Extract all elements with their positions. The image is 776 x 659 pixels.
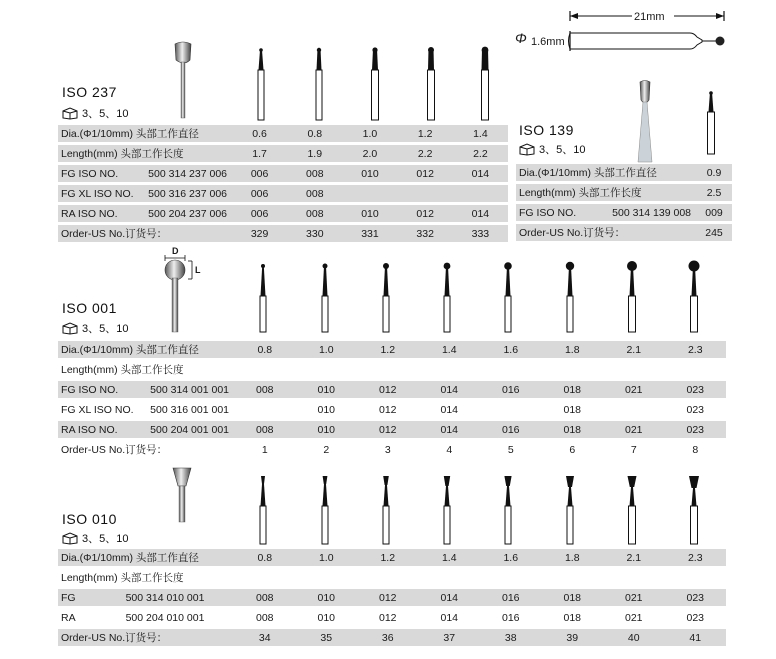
cell: 2.3 [665,549,727,566]
row-label: Length(mm) 头部工作长度 [58,361,234,378]
row-label: Order-US No.订货号： [58,225,232,242]
cell: 5 [480,441,542,458]
cell: 1.7 [232,145,287,162]
cell: 329 [232,225,287,242]
bur-icon [383,476,389,544]
iso237-pack-sizes [62,105,128,121]
cell: 012 [357,609,419,626]
cell: 018 [542,381,604,398]
cell: 8 [665,441,727,458]
pack-sizes-text: 3、5、10 [82,533,129,545]
cell: 014 [419,401,481,418]
cell: 330 [287,225,342,242]
row-label-text: RA [61,611,76,624]
table-row [516,184,732,201]
pack-sizes-text: 3、5、10 [82,323,129,335]
cell [603,401,665,418]
table-row [58,205,508,222]
cell: 012 [357,589,419,606]
bur-icon [444,263,451,332]
cell: 2.1 [603,549,665,566]
cell: 0.9 [696,164,732,181]
cell: 41 [665,629,727,646]
cell: 023 [665,421,727,438]
cell: 0.8 [234,549,296,566]
row-code: 500 314 237 006 [148,167,227,180]
cell: 018 [542,401,604,418]
cell: 008 [234,421,296,438]
iso237-bur-drawings [234,44,514,122]
diameter-symbol: Φ [515,30,527,46]
iso010-bur-photo [166,466,198,524]
table-row [58,401,726,418]
cell: 023 [665,589,727,606]
cell: 010 [296,421,358,438]
bur-icon [383,263,389,332]
row-label: Length(mm) 头部工作长度 [58,569,234,586]
cell: 010 [296,381,358,398]
iso001-pack-sizes [62,320,128,336]
table-row [58,609,726,626]
cell [398,185,453,202]
cell: 2.1 [603,341,665,358]
row-label-text: FG [61,591,76,604]
cell: 37 [419,629,481,646]
cell: 3 [357,441,419,458]
row-label: Dia.(Φ1/10mm) 头部工作直径 [516,164,696,181]
cell [665,361,727,378]
row-label [58,165,232,182]
cell: 012 [398,165,453,182]
table-row [58,165,508,182]
row-code: 500 316 237 006 [148,187,227,200]
l-label: L [195,265,201,275]
row-label-text: FG ISO NO. [519,206,577,219]
cell: 021 [603,609,665,626]
bur-icon [627,261,637,332]
cell: 023 [665,381,727,398]
row-label: Order-US No.订货号： [58,629,234,646]
cell: 016 [480,421,542,438]
cell [357,569,419,586]
cell: 0.8 [287,125,342,142]
cell: 014 [419,589,481,606]
cell: 012 [398,205,453,222]
cell: 008 [234,589,296,606]
cell: 2.5 [696,184,732,201]
bur-icon [316,48,322,120]
cell [542,361,604,378]
cell: 018 [542,421,604,438]
cell: 1.8 [542,341,604,358]
cell: 008 [287,165,342,182]
bur-icon [258,48,264,120]
pack-sizes-text: 3、5、10 [539,144,586,156]
table-row [58,569,726,586]
bur-icon [482,47,489,120]
iso139-title: ISO 139 [519,122,574,138]
cell [480,569,542,586]
row-label-text: FG ISO NO. [61,167,119,180]
cell: 014 [419,609,481,626]
row-label [516,204,696,221]
cell: 014 [419,421,481,438]
cell [419,361,481,378]
cell: 023 [665,401,727,418]
diameter-label: 1.6mm [531,36,565,48]
row-code: 500 314 010 001 [125,591,205,604]
iso010-spec-table [58,546,726,649]
cell: 010 [296,589,358,606]
row-code: 500 314 001 001 [150,383,229,396]
bur-icon [260,476,266,544]
iso237-bur-photo [168,40,198,120]
cell: 1.2 [357,341,419,358]
d-label: D [172,246,179,256]
cell: 012 [357,421,419,438]
cell: 1 [234,441,296,458]
iso139-pack-sizes [519,141,585,157]
cell: 1.9 [287,145,342,162]
cell: 1.4 [419,549,481,566]
cell: 2.2 [453,145,508,162]
cell: 010 [342,165,397,182]
cell: 1.0 [342,125,397,142]
table-row [58,629,726,646]
iso001-title: ISO 001 [62,300,117,316]
cell: 014 [453,205,508,222]
cell: 016 [480,609,542,626]
bur-icon [566,262,574,332]
cell: 021 [603,421,665,438]
cell: 006 [232,185,287,202]
row-label-text: RA ISO NO. [61,207,118,220]
bur-icon [428,47,435,120]
bur-icon [444,476,450,544]
iso139-bur-photo [630,78,660,164]
package-icon [62,107,78,120]
cell: 2.2 [398,145,453,162]
table-row [58,421,726,438]
cell: 014 [453,165,508,182]
cell: 331 [342,225,397,242]
cell [603,361,665,378]
cell: 0.6 [232,125,287,142]
bur-icon [322,264,328,333]
row-label: Length(mm) 头部工作长度 [58,145,232,162]
table-row [58,549,726,566]
row-label: Dia.(Φ1/10mm) 头部工作直径 [58,125,232,142]
cell: 333 [453,225,508,242]
cell: 023 [665,609,727,626]
cell: 0.8 [234,341,296,358]
cell: 40 [603,629,665,646]
package-icon [519,143,535,156]
iso001-bur-drawings [234,256,724,336]
table-row [58,589,726,606]
table-row [58,381,726,398]
package-icon [62,322,78,335]
package-icon [62,532,78,545]
cell: 1.6 [480,549,542,566]
row-label [58,401,234,418]
cell: 4 [419,441,481,458]
cell: 021 [603,589,665,606]
table-row [58,441,726,458]
iso001-spec-table [58,338,726,461]
bur-icon [504,262,512,332]
row-code: 500 204 010 001 [125,611,205,624]
table-row [58,361,726,378]
cell: 1.0 [296,341,358,358]
row-label: Dia.(Φ1/10mm) 头部工作直径 [58,341,234,358]
cell: 2.0 [342,145,397,162]
cell: 332 [398,225,453,242]
cell: 36 [357,629,419,646]
cell: 010 [342,205,397,222]
table-row [516,204,732,221]
cell: 2 [296,441,358,458]
cell [342,185,397,202]
cell: 018 [542,609,604,626]
cell: 1.4 [453,125,508,142]
cell [234,401,296,418]
cell [234,569,296,586]
cell: 34 [234,629,296,646]
cell: 008 [287,185,342,202]
cell: 012 [357,401,419,418]
cell: 6 [542,441,604,458]
cell [603,569,665,586]
cell: 38 [480,629,542,646]
cell: 35 [296,629,358,646]
iso010-pack-sizes [62,530,128,546]
cell: 006 [232,165,287,182]
iso010-bur-drawings [234,470,724,546]
bur-icon [689,476,699,544]
bur-icon [628,476,637,544]
cell: 009 [696,204,732,221]
cell: 010 [296,609,358,626]
iso001-bur-photo [156,248,200,334]
row-code: 500 204 001 001 [150,423,229,436]
cell [542,569,604,586]
cell [419,569,481,586]
row-label-text: RA ISO NO. [61,423,118,436]
table-row [58,185,508,202]
cell: 39 [542,629,604,646]
bur-icon [566,476,574,544]
cell: 1.2 [357,549,419,566]
bur-icon [504,476,511,544]
row-label: Dia.(Φ1/10mm) 头部工作直径 [58,549,234,566]
iso237-title: ISO 237 [62,84,117,100]
cell: 018 [542,589,604,606]
table-row [58,341,726,358]
table-row [58,125,508,142]
row-label-text: FG ISO NO. [61,383,119,396]
row-code: 500 314 139 008 [612,206,691,219]
cell [357,361,419,378]
cell [296,569,358,586]
row-label: Order-US No.订货号： [516,224,696,241]
cell: 006 [232,205,287,222]
cell: 010 [296,401,358,418]
cell [480,361,542,378]
cell: 008 [234,381,296,398]
bur-icon [372,47,379,120]
table-row [58,225,508,242]
row-label [58,205,232,222]
cell: 1.2 [398,125,453,142]
row-code: 500 204 237 006 [148,207,227,220]
pack-sizes-text: 3、5、10 [82,108,129,120]
cell [665,569,727,586]
table-row [516,164,732,181]
cell: 008 [234,609,296,626]
iso139-bur-drawing [700,90,724,156]
bur-icon [260,264,266,332]
cell [296,361,358,378]
cell: 1.8 [542,549,604,566]
cell: 2.3 [665,341,727,358]
row-code: 500 316 001 001 [150,403,229,416]
cell: 016 [480,589,542,606]
row-label: Order-US No.订货号： [58,441,234,458]
cell: 016 [480,381,542,398]
table-row [516,224,732,241]
cell: 1.4 [419,341,481,358]
cell: 7 [603,441,665,458]
bur-icon [689,261,700,333]
row-label [58,589,234,606]
table-row [58,145,508,162]
bur-icon [322,476,328,544]
cell: 1.6 [480,341,542,358]
row-label [58,381,234,398]
row-label [58,421,234,438]
cell: 012 [357,381,419,398]
cell [234,361,296,378]
length-label: 21mm [634,11,665,23]
iso237-spec-table [58,122,508,245]
row-label: Length(mm) 头部工作长度 [516,184,696,201]
row-label [58,185,232,202]
row-label [58,609,234,626]
row-label-text: FG XL ISO NO. [61,187,134,200]
iso010-title: ISO 010 [62,511,117,527]
cell: 245 [696,224,732,241]
cell [480,401,542,418]
cell [453,185,508,202]
iso139-spec-table [516,161,732,244]
cell: 014 [419,381,481,398]
row-label-text: FG XL ISO NO. [61,403,134,416]
cell: 1.0 [296,549,358,566]
cell: 008 [287,205,342,222]
cell: 021 [603,381,665,398]
